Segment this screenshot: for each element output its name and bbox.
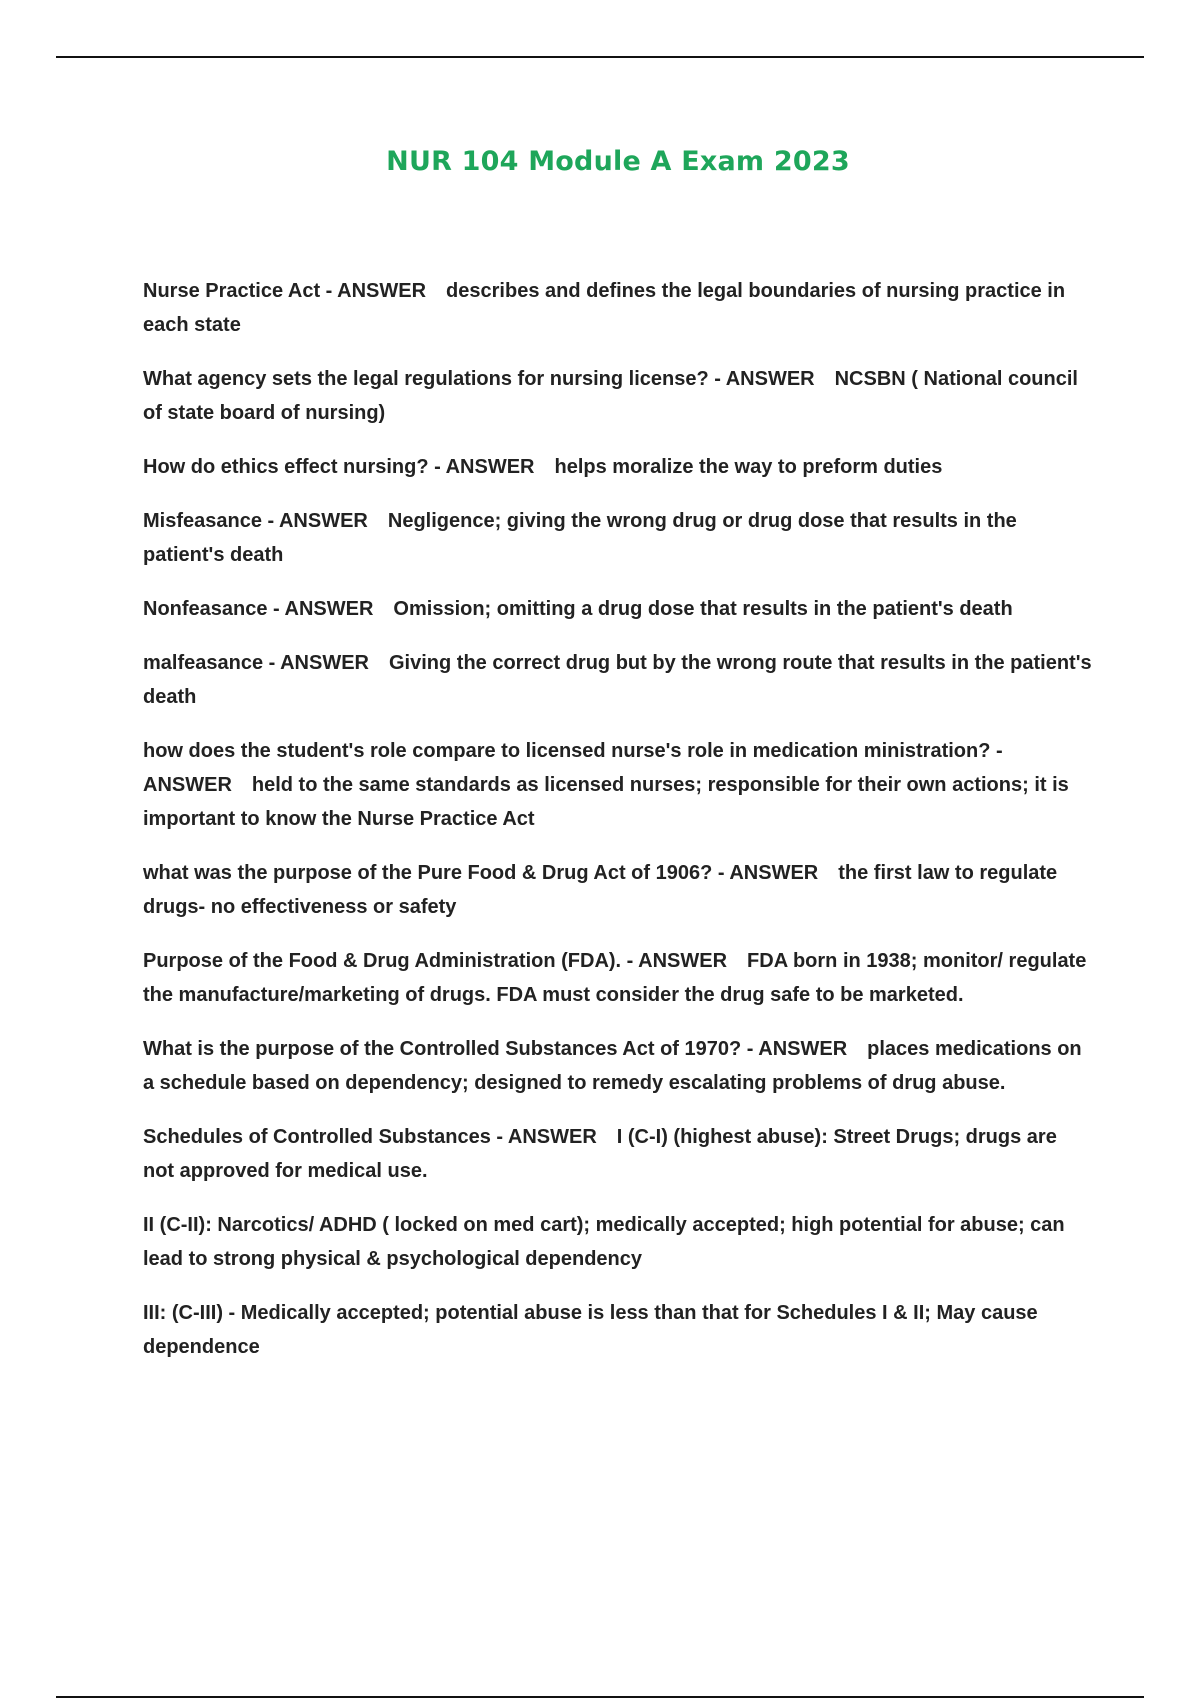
qa-entry <box>143 274 1093 342</box>
answer-text: helps moralize the way to preform duties <box>554 456 943 478</box>
question-text: Misfeasance - ANSWER <box>143 510 368 532</box>
page-title: NUR 104 Module A Exam 2023 <box>386 146 850 177</box>
answer-text: Negligence; giving the wrong drug or drug dose that results in the patient's death <box>143 510 1017 566</box>
question-text: Nurse Practice Act - ANSWER <box>143 280 427 302</box>
question-text: what was the purpose of the Pure Food & Drug Act of 1906? - ANSWER <box>143 862 819 884</box>
schedule-continuation: III: (C-III) - Medically accepted; potential abuse is less than that for Schedules I & II; May cause dependence <box>143 1302 1038 1358</box>
question-text: What agency sets the legal regulations for nursing license? - ANSWER <box>143 368 815 390</box>
answer-text: describes and defines the legal boundaries of nursing practice in each state <box>143 280 1066 336</box>
qa-list <box>143 274 1093 1384</box>
schedule-continuation: II (C-II): Narcotics/ ADHD ( locked on med cart); medically accepted; high potential for abuse; can lead to strong physical & psychological dependency <box>143 1214 1065 1270</box>
qa-entry <box>143 1120 1093 1188</box>
qa-entry <box>143 504 1093 572</box>
question-text: How do ethics effect nursing? - ANSWER <box>143 456 535 478</box>
question-text: Nonfeasance - ANSWER <box>143 598 374 620</box>
answer-text: held to the same standards as licensed nurses; responsible for their own actions; it is important to know the Nurse Practice Act <box>143 774 1069 830</box>
answer-text: Omission; omitting a drug dose that results in the patient's death <box>393 598 1013 620</box>
answer-text: I (C-I) (highest abuse): Street Drugs; drugs are not approved for medical use. <box>143 1126 1057 1182</box>
question-text: how does the student's role compare to licensed nurse's role in medication ministration? - ANSWER <box>143 740 1003 796</box>
top-rule <box>56 56 1144 58</box>
qa-entry <box>143 592 1093 626</box>
qa-entry <box>143 944 1093 1012</box>
question-text: Purpose of the Food & Drug Administration (FDA). - ANSWER <box>143 950 728 972</box>
qa-entry <box>143 734 1093 836</box>
answer-text: the first law to regulate drugs- no effectiveness or safety <box>143 862 1058 918</box>
question-text: What is the purpose of the Controlled Substances Act of 1970? - ANSWER <box>143 1038 848 1060</box>
answer-text: Giving the correct drug but by the wrong route that results in the patient's death <box>143 652 1092 708</box>
qa-entry <box>143 646 1093 714</box>
qa-entry <box>143 450 1093 484</box>
qa-entry <box>143 362 1093 430</box>
answer-text: FDA born in 1938; monitor/ regulate the manufacture/marketing of drugs. FDA must consider the drug safe to be marketed. <box>143 950 1087 1006</box>
answer-text: NCSBN ( National council of state board of nursing) <box>143 368 1078 424</box>
qa-entry <box>143 1032 1093 1100</box>
bottom-rule <box>56 1696 1144 1698</box>
question-text: Schedules of Controlled Substances - ANSWER <box>143 1126 597 1148</box>
qa-entry <box>143 856 1093 924</box>
question-text: malfeasance - ANSWER <box>143 652 369 674</box>
answer-text: places medications on a schedule based on dependency; designed to remedy escalating problems of drug abuse. <box>143 1038 1082 1094</box>
